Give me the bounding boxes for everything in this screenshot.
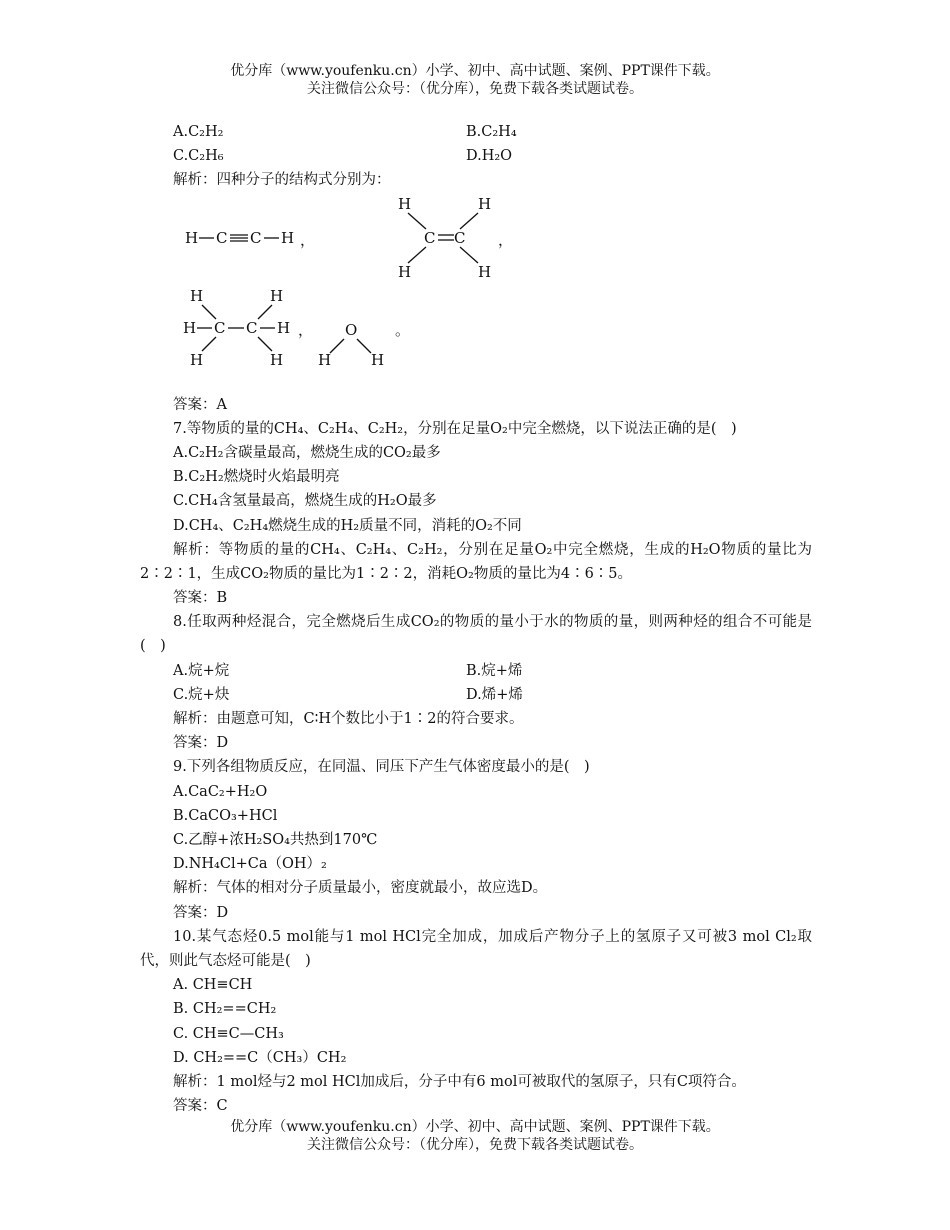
separator-comma: ，: [300, 230, 316, 249]
q10-option-a: A. CH≡CH: [173, 977, 253, 994]
separator-period: 。: [395, 320, 411, 339]
exam-content: [140, 120, 812, 1118]
separator-comma: ，: [498, 230, 514, 249]
q8-stem: 8.任取两种烃混合，完全燃烧后生成CO₂的物质的量小于水的物质的量，则两种烃的组合不可能是( ): [140, 614, 812, 655]
q6-analysis: 解析：四种分子的结构式分别为：: [173, 172, 391, 189]
atom-h: H: [183, 318, 197, 337]
water-structure: [318, 321, 410, 369]
q8-answer: 答案：D: [173, 735, 229, 752]
q7-stem: 7.等物质的量的CH₄、C₂H₄、C₂H₂，分别在足量O₂中完全燃烧，以下说法正确的是( ): [173, 420, 737, 437]
structural-formulas-figure: [140, 193, 812, 393]
atom-h: H: [281, 228, 295, 247]
ethane-structure: [183, 287, 313, 369]
q9-option-b: B.CaCO₃+HCl: [173, 807, 278, 824]
atom-h: H: [190, 286, 204, 305]
q8-options-row-1: [140, 659, 812, 683]
atom-h: H: [398, 262, 412, 281]
q7-option-b: B.C₂H₂燃烧时火焰最明亮: [173, 469, 340, 486]
atom-c: C: [216, 228, 228, 247]
q9-analysis: 解析：气体的相对分子质量最小，密度就最小，故应选D。: [173, 880, 548, 897]
header-line-2: 关注微信公众号：（优分库），免费下载各类试题试卷。: [307, 81, 643, 97]
q6-option-a: A.C₂H₂: [173, 124, 224, 140]
q7-option-a: A.C₂H₂含碳量最高，燃烧生成的CO₂最多: [173, 444, 441, 461]
atom-h: H: [478, 194, 492, 213]
q6-answer: 答案：A: [173, 396, 227, 413]
atom-c: C: [214, 318, 226, 337]
atom-c: C: [454, 228, 466, 247]
structural-formulas: [140, 193, 812, 393]
q10-option-c: C. CH≡C—CH₃: [173, 1025, 284, 1042]
q10-stem: 10.某气态烃0.5 mol能与1 mol HCl完全加成，加成后产物分子上的氢原子又可被3 mol Cl₂取代，则此气态烃可能是( ): [140, 928, 812, 969]
q8-option-a: A.烷+烷: [173, 662, 230, 679]
acetylene-structure: [185, 229, 315, 249]
q8-analysis: 解析：由题意可知，C∶H个数比小于1∶2的符合要求。: [173, 711, 524, 728]
q10-answer: 答案：C: [173, 1098, 228, 1115]
separator-comma: ，: [298, 320, 314, 339]
q6-options-row-2: [140, 144, 812, 168]
q10-option-b: B. CH₂==CH₂: [173, 1001, 277, 1018]
q9-option-a: A.CaC₂+H₂O: [173, 783, 268, 800]
q6-options-row-1: [140, 120, 812, 144]
footer-line-1: 优分库（www.youfenku.cn）小学、初中、高中试题、案例、PPT课件下载。: [230, 1119, 720, 1135]
atom-h: H: [478, 262, 492, 281]
atom-h: H: [190, 350, 204, 369]
footer-line-2: 关注微信公众号：（优分库），免费下载各类试题试卷。: [307, 1137, 643, 1153]
atom-h: H: [270, 350, 284, 369]
atom-o: O: [345, 320, 358, 339]
atom-h: H: [318, 350, 332, 369]
q6-option-c: C.C₂H₆: [173, 148, 224, 165]
atom-h: H: [277, 318, 291, 337]
atom-h: H: [371, 350, 385, 369]
q9-answer: 答案：D: [173, 904, 229, 921]
q9-option-c: C.乙醇+浓H₂SO₄共热到170℃: [173, 832, 378, 848]
atom-h: H: [185, 228, 199, 247]
q9-option-d: D.NH₄Cl+Ca（OH）₂: [173, 856, 327, 873]
atom-h: H: [270, 286, 284, 305]
atom-h: H: [398, 194, 412, 213]
q10-analysis: 解析：1 mol烃与2 mol HCl加成后，分子中有6 mol可被取代的氢原子，只有C项符合。: [173, 1073, 746, 1090]
atom-c: C: [424, 228, 436, 247]
q9-stem: 9.下列各组物质反应，在同温、同压下产生气体密度最小的是( ): [173, 759, 590, 776]
header-line-1: 优分库（www.youfenku.cn）小学、初中、高中试题、案例、PPT课件下载。: [230, 63, 720, 79]
ethylene-structure: [398, 195, 513, 281]
q8-option-d: D.烯+烯: [466, 686, 523, 703]
q10-option-d: D. CH₂==C（CH₃）CH₂: [173, 1049, 347, 1066]
q8-option-b: B.烷+烯: [466, 662, 523, 679]
q6-option-b: B.C₂H₄: [466, 124, 517, 140]
q7-answer: 答案：B: [173, 590, 228, 607]
atom-c: C: [246, 318, 258, 337]
page-footer: [0, 1118, 950, 1154]
atom-c: C: [250, 228, 262, 247]
page-header: [0, 62, 950, 98]
q6-option-d: D.H₂O: [466, 148, 513, 165]
q7-option-d: D.CH₄、C₂H₄燃烧生成的H₂质量不同，消耗的O₂不同: [173, 517, 522, 534]
q8-options-row-2: [140, 683, 812, 707]
q7-analysis: 解析：等物质的量的CH₄、C₂H₄、C₂H₂，分别在足量O₂中完全燃烧，生成的H₂O物质的量比为2∶2∶1，生成CO₂物质的量比为1∶2∶2，消耗O₂物质的量比为4∶6∶5。: [140, 541, 812, 582]
q8-option-c: C.烷+炔: [173, 686, 230, 703]
q7-option-c: C.CH₄含氢量最高，燃烧生成的H₂O最多: [173, 493, 437, 510]
